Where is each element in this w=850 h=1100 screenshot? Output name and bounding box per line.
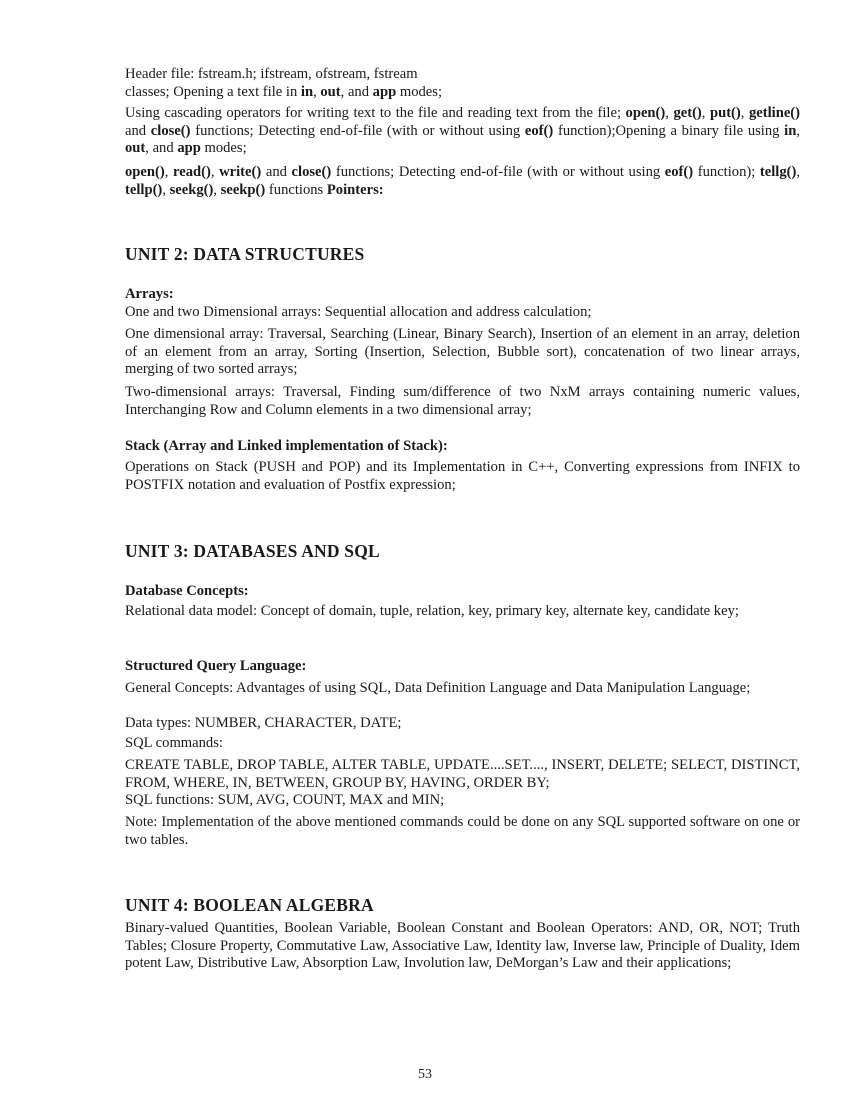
text-run: , xyxy=(162,181,170,198)
bold-term: getline() xyxy=(748,105,801,121)
text-run: , xyxy=(740,105,749,121)
unit-4-heading: UNIT 4: BOOLEAN ALGEBRA xyxy=(125,895,374,915)
text-run: , xyxy=(213,181,221,198)
text-run: , xyxy=(796,122,800,139)
sql-paragraph-3: SQL commands: xyxy=(125,735,223,751)
arrays-label: Arrays: xyxy=(125,286,174,302)
bold-term: in xyxy=(784,122,797,139)
text-run: , xyxy=(313,84,321,100)
bold-term: eof() xyxy=(524,122,554,139)
text-run: , xyxy=(796,164,801,180)
text-run: , xyxy=(164,164,173,180)
text-run: modes; xyxy=(200,140,247,157)
text-run: and xyxy=(125,122,151,139)
text-run: , xyxy=(210,164,220,180)
text-run: function);Opening a binary file using xyxy=(553,122,785,139)
sql-paragraph-4: CREATE TABLE, DROP TABLE, ALTER TABLE, UPDATE....SET...., INSERT, DELETE; SELECT, DISTINCT, FROM, WHERE, IN, BETWEEN, GROUP BY, HAVING, ORDER BY; xyxy=(125,757,800,791)
bold-term: open() xyxy=(125,164,165,180)
bold-term: put() xyxy=(709,105,741,121)
bold-term: in xyxy=(300,84,314,100)
arrays-paragraph-1: One and two Dimensional arrays: Sequential allocation and address calculation; xyxy=(125,304,592,320)
sql-paragraph-5: SQL functions: SUM, AVG, COUNT, MAX and MIN; xyxy=(125,792,445,808)
bold-term: open() xyxy=(625,105,666,121)
sql-paragraph-1: General Concepts: Advantages of using SQL, Data Definition Language and Data Manipulation Language; xyxy=(125,680,751,696)
database-concepts-paragraph: Relational data model: Concept of domain, tuple, relation, key, primary key, alternate key, candidate key; xyxy=(125,603,739,619)
text-run: functions; Detecting end-of-file (with or without using xyxy=(190,122,525,139)
text-run: Using cascading operators for writing text to the file and reading text from the file; xyxy=(125,105,626,121)
bold-term: app xyxy=(177,140,201,157)
database-concepts-label: Database Concepts: xyxy=(125,583,249,599)
sql-paragraph-6: Note: Implementation of the above mentioned commands could be done on any SQL supported software on one or two tables. xyxy=(125,814,800,848)
bold-term: app xyxy=(372,84,397,100)
text-run: and xyxy=(261,164,292,180)
unit-3-heading: UNIT 3: DATABASES AND SQL xyxy=(125,541,380,561)
intro-paragraph-2 xyxy=(125,105,800,158)
intro-paragraph-3 xyxy=(125,164,800,199)
text-run: functions; Detecting end-of-file (with or without using xyxy=(331,164,665,180)
arrays-paragraph-2: One dimensional array: Traversal, Searching (Linear, Binary Search), Insertion of an element in an array, deletion of an element from an array, Sorting (Insertion, Selection, Bubble sort), concatenation of two linear arrays, merging of two sorted arrays; xyxy=(125,326,800,378)
bold-term: Pointers: xyxy=(326,181,384,198)
text-run: functions xyxy=(265,181,327,198)
stack-label: Stack (Array and Linked implementation of Stack): xyxy=(125,438,448,454)
unit-2-heading: UNIT 2: DATA STRUCTURES xyxy=(125,244,365,264)
intro-line-1: Header file: fstream.h; ifstream, ofstream, fstream xyxy=(125,66,418,82)
bold-term: close() xyxy=(150,122,191,139)
unit-4-paragraph: Binary-valued Quantities, Boolean Variable, Boolean Constant and Boolean Operators: AND, OR, NOT; Truth Tables; Closure Property, Commutative Law, Associative Law, Identity law, Inverse law, Principle of Duality, Idem potent Law, Distributive Law, Absorption Law, Involution law, DeMorgan’s Law and their applications; xyxy=(125,920,800,972)
intro-line-2 xyxy=(125,84,800,102)
text-run: , and xyxy=(340,84,373,100)
text-run: , xyxy=(701,105,710,121)
text-run: function); xyxy=(693,164,760,180)
bold-term: out xyxy=(320,84,341,100)
bold-term: tellg() xyxy=(759,164,797,180)
bold-term: read() xyxy=(173,164,211,180)
bold-term: out xyxy=(125,140,146,157)
bold-term: get() xyxy=(673,105,702,121)
arrays-paragraph-3: Two-dimensional arrays: Traversal, Finding sum/difference of two NxM arrays containing numeric values, Interchanging Row and Column elements in a two dimensional array; xyxy=(125,384,800,418)
bold-term: seekp() xyxy=(220,181,266,198)
text-run: classes; Opening a text file in xyxy=(125,84,301,100)
text-run: modes; xyxy=(396,84,443,100)
text-run: , and xyxy=(145,140,178,157)
bold-term: close() xyxy=(291,164,332,180)
page-number: 53 xyxy=(418,1067,432,1082)
bold-term: write() xyxy=(219,164,262,180)
sql-paragraph-2: Data types: NUMBER, CHARACTER, DATE; xyxy=(125,715,402,731)
bold-term: tellp() xyxy=(125,181,163,198)
text-run: , xyxy=(665,105,674,121)
bold-term: eof() xyxy=(664,164,694,180)
stack-paragraph-1: Operations on Stack (PUSH and POP) and its Implementation in C++, Converting expressions from INFIX to POSTFIX notation and evaluation of Postfix expression; xyxy=(125,459,800,493)
bold-term: seekg() xyxy=(169,181,214,198)
sql-label: Structured Query Language: xyxy=(125,658,307,674)
